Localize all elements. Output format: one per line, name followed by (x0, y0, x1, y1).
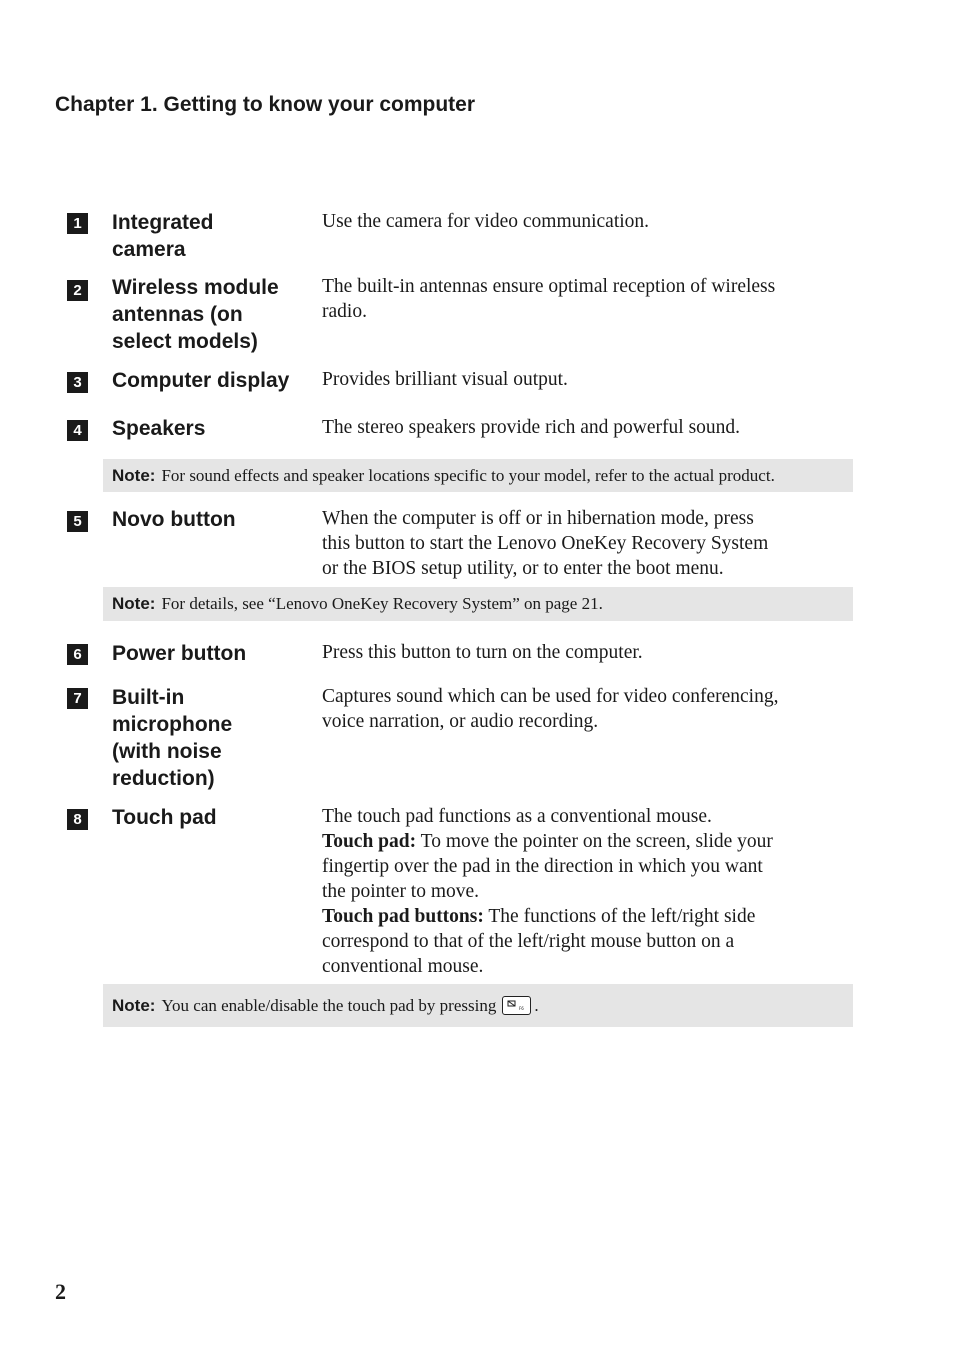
touchpad-toggle-key-icon (502, 996, 531, 1015)
item-description: When the computer is off or in hibernation mode, press this button to start the Lenovo OneKey Recovery System or the BIOS setup utility, or to enter the boot menu. (322, 508, 769, 579)
item-label: Computer display (112, 369, 290, 392)
item-label: Power button (112, 642, 247, 665)
page-number: 2 (55, 1279, 66, 1304)
note-text-end: . (534, 995, 539, 1015)
note-touchpad-toggle (103, 984, 853, 1027)
item-label: Integrated camera (112, 211, 214, 261)
note-onekey-recovery (103, 587, 853, 621)
item-label: Speakers (112, 417, 206, 440)
item-description: The built-in antennas ensure optimal reception of wireless radio. (322, 276, 776, 322)
item-label: Wireless module antennas (on select models) (112, 276, 279, 353)
item-number-badge: 2 (67, 280, 88, 301)
item-number-badge: 7 (67, 688, 88, 709)
item-label: Touch pad (112, 806, 217, 829)
note-label: Note: (112, 995, 156, 1015)
note-sound-effects (103, 459, 853, 492)
item-description: Captures sound which can be used for video conferencing, voice narration, or audio recording. (322, 686, 779, 732)
note-text: For sound effects and speaker locations specific to your model, refer to the actual product. (161, 465, 775, 485)
chapter-title: Chapter 1. Getting to know your computer (55, 93, 476, 116)
touch-pad-term: Touch pad: (322, 831, 417, 852)
svg-text:F6: F6 (519, 1006, 525, 1011)
note-text: You can enable/disable the touch pad by pressing (161, 995, 497, 1015)
item-label: Built-in microphone (with noise reduction) (112, 686, 233, 790)
note-text: For details, see “Lenovo OneKey Recovery System” on page 21. (161, 594, 603, 613)
note-label: Note: (112, 594, 156, 613)
touch-pad-buttons-term: Touch pad buttons: (322, 906, 484, 927)
item-description: The stereo speakers provide rich and powerful sound. (322, 417, 741, 438)
note-label: Note: (112, 465, 156, 485)
item-number-badge: 4 (67, 420, 88, 441)
item-number-badge: 1 (67, 213, 88, 234)
item-number-badge: 5 (67, 511, 88, 532)
item-number-badge: 8 (67, 809, 88, 830)
item-description: The touch pad functions as a conventional mouse. Touch pad: To move the pointer on the screen, slide your fingertip over the pad in the direction in which you want the pointer to move. Touch pad buttons: The functions of the left/right side correspond to that of the left/right mouse button on a conventional mouse. (322, 806, 773, 977)
item-description: Press this button to turn on the computer. (322, 642, 643, 663)
item-number-badge: 3 (67, 372, 88, 393)
item-description: Use the camera for video communication. (322, 211, 650, 232)
item-description: Provides brilliant visual output. (322, 369, 568, 390)
item-number-badge: 6 (67, 644, 88, 665)
item-label: Novo button (112, 508, 236, 531)
